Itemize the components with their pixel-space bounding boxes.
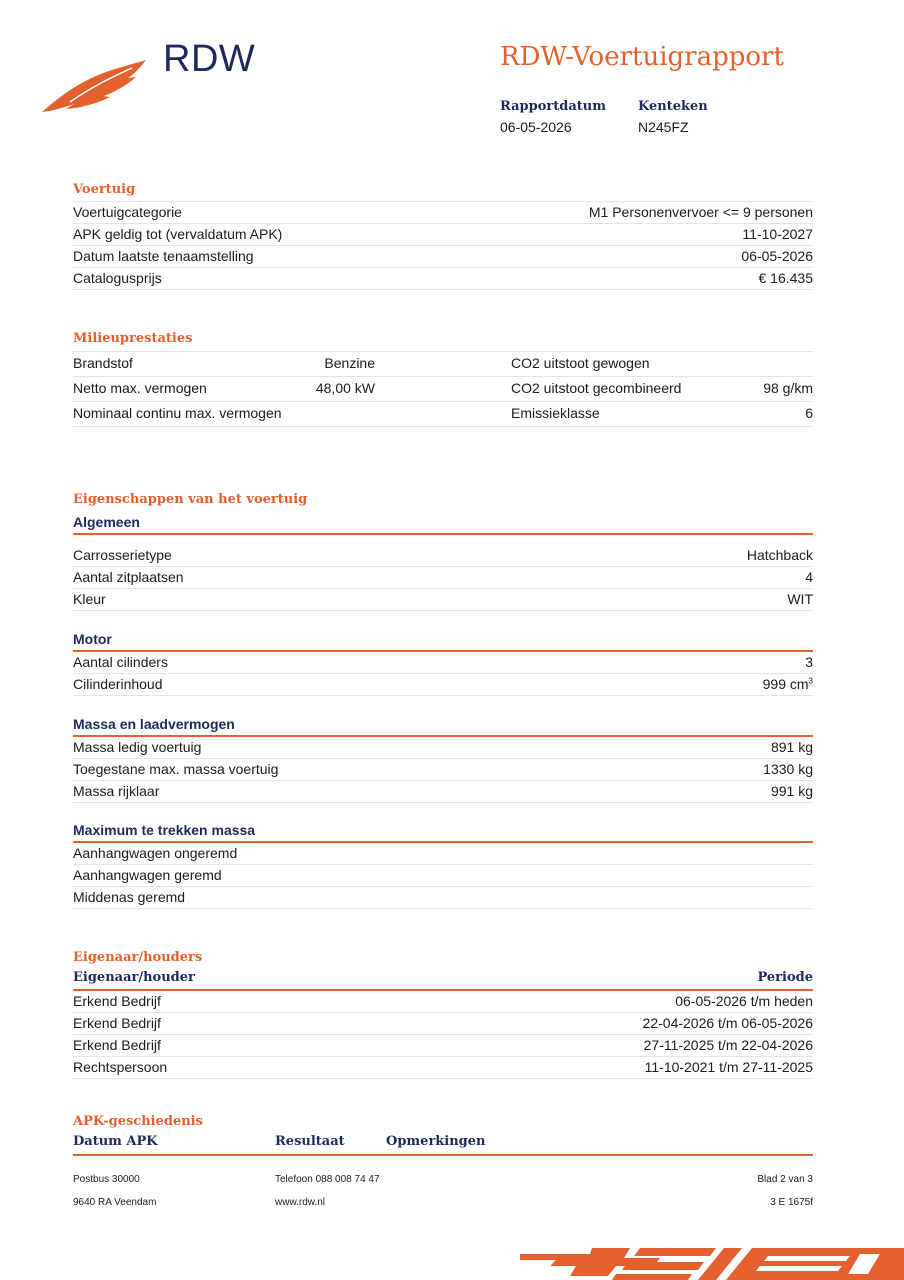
row-label: Kleur — [73, 591, 106, 607]
table-row — [73, 545, 813, 567]
table-row — [73, 589, 813, 611]
table-row — [73, 1035, 813, 1057]
row-value: 11-10-2027 — [742, 226, 813, 242]
row-value: 22-04-2026 t/m 06-05-2026 — [642, 1015, 813, 1031]
column-header-eigenaar: Eigenaar/houder — [73, 970, 195, 985]
section-title-apk: APK-geschiedenis — [73, 1114, 203, 1129]
algemeen-table — [73, 533, 813, 611]
table-row — [73, 202, 813, 224]
table-row — [73, 377, 813, 402]
row-label: Cilinderinhoud — [73, 676, 163, 692]
table-header — [73, 970, 813, 989]
motor-table — [73, 650, 813, 696]
divider — [73, 1154, 813, 1156]
row-value: € 16.435 — [758, 270, 813, 286]
trekken-table — [73, 841, 813, 909]
footer-code: 3 E 1675f — [770, 1197, 813, 1208]
superscript: 3 — [808, 676, 813, 686]
table-row — [73, 991, 813, 1013]
column-header-periode: Periode — [757, 970, 813, 985]
table-row — [73, 843, 813, 865]
table-header — [73, 1134, 813, 1154]
table-row — [73, 674, 813, 696]
footer-postbus: Postbus 30000 — [73, 1174, 140, 1185]
row-value: WIT — [787, 591, 813, 607]
row-label: Erkend Bedrijf — [73, 993, 161, 1009]
row-label: Voertuigcategorie — [73, 204, 182, 220]
row-label: Brandstof — [73, 355, 133, 371]
row-label: Emissieklasse — [511, 405, 600, 421]
table-row — [73, 865, 813, 887]
logo-text: RDW — [163, 38, 256, 80]
row-value: Hatchback — [746, 547, 813, 563]
section-title-eigenschappen: Eigenschappen van het voertuig — [73, 492, 308, 507]
rdw-stripes-decoration-icon — [520, 1244, 904, 1280]
row-value: 1330 kg — [763, 761, 813, 777]
table-row — [73, 1057, 813, 1079]
row-value: 06-05-2026 — [741, 248, 813, 264]
row-value: 991 kg — [770, 783, 813, 799]
row-value: 6 — [805, 405, 813, 421]
row-label: Erkend Bedrijf — [73, 1037, 161, 1053]
section-title-eigenaar: Eigenaar/houders — [73, 950, 203, 965]
voertuig-table — [73, 201, 813, 290]
report-title: RDW-Voertuigrapport — [500, 42, 784, 72]
row-label: Aantal zitplaatsen — [73, 569, 184, 585]
table-row — [73, 781, 813, 803]
footer-website[interactable]: www.rdw.nl — [275, 1197, 326, 1208]
massa-table — [73, 735, 813, 803]
row-value: 98 g/km — [763, 380, 813, 396]
row-value-text: 999 cm — [762, 676, 809, 692]
row-value: M1 Personenvervoer <= 9 personen — [588, 204, 813, 220]
apk-table — [73, 1134, 813, 1156]
row-label: APK geldig tot (vervaldatum APK) — [73, 226, 283, 242]
row-label: Aantal cilinders — [73, 654, 168, 670]
table-row — [73, 268, 813, 290]
column-header-datum: Datum APK — [73, 1134, 158, 1149]
subsection-title-trekken: Maximum te trekken massa — [73, 822, 256, 838]
row-label: Aanhangwagen geremd — [73, 867, 222, 883]
table-row — [73, 352, 813, 377]
row-value: 891 kg — [770, 739, 813, 755]
row-label: CO2 uitstoot gecombineerd — [511, 380, 682, 396]
table-row — [73, 224, 813, 246]
kenteken-label: Kenteken — [638, 99, 708, 114]
footer-plaats: 9640 RA Veendam — [73, 1197, 157, 1208]
row-value: 48,00 kW — [315, 380, 375, 396]
footer-blad: Blad 2 van 3 — [757, 1174, 813, 1185]
row-value: 4 — [805, 569, 813, 585]
rapportdatum-value: 06-05-2026 — [500, 119, 572, 135]
row-label: CO2 uitstoot gewogen — [511, 355, 650, 371]
table-row — [73, 246, 813, 268]
table-row — [73, 402, 813, 427]
section-title-milieu: Milieuprestaties — [73, 331, 193, 346]
column-header-opmerkingen: Opmerkingen — [386, 1134, 486, 1149]
row-value — [763, 674, 813, 694]
row-label: Toegestane max. massa voertuig — [73, 761, 279, 777]
kenteken-value: N245FZ — [638, 119, 689, 135]
table-row — [73, 652, 813, 674]
rdw-logo-icon — [40, 58, 150, 116]
row-label: Netto max. vermogen — [73, 380, 207, 396]
subsection-title-algemeen: Algemeen — [73, 514, 140, 530]
table-row — [73, 567, 813, 589]
subsection-title-massa: Massa en laadvermogen — [73, 716, 235, 732]
row-label: Massa rijklaar — [73, 783, 160, 799]
column-header-resultaat: Resultaat — [275, 1134, 345, 1149]
row-label: Rechtspersoon — [73, 1059, 168, 1075]
row-label: Massa ledig voertuig — [73, 739, 202, 755]
row-label: Aanhangwagen ongeremd — [73, 845, 238, 861]
subsection-title-motor: Motor — [73, 631, 112, 647]
row-label: Middenas geremd — [73, 889, 186, 905]
row-value: 11-10-2021 t/m 27-11-2025 — [644, 1059, 813, 1075]
row-value: 06-05-2026 t/m heden — [675, 993, 813, 1009]
table-row — [73, 1013, 813, 1035]
table-row — [73, 887, 813, 909]
eigenaar-table — [73, 970, 813, 1079]
table-row — [73, 759, 813, 781]
row-value: 27-11-2025 t/m 22-04-2026 — [643, 1037, 813, 1053]
row-label: Carrosserietype — [73, 547, 172, 563]
footer-telefoon: Telefoon 088 008 74 47 — [275, 1174, 380, 1185]
row-label: Datum laatste tenaamstelling — [73, 248, 254, 264]
row-label: Erkend Bedrijf — [73, 1015, 161, 1031]
section-title-voertuig: Voertuig — [73, 182, 136, 197]
row-value: Benzine — [324, 355, 375, 371]
row-label: Nominaal continu max. vermogen — [73, 405, 282, 421]
row-value: 3 — [805, 654, 813, 670]
table-row — [73, 737, 813, 759]
rapportdatum-label: Rapportdatum — [500, 99, 606, 114]
milieu-table — [73, 351, 813, 427]
row-label: Catalogusprijs — [73, 270, 162, 286]
